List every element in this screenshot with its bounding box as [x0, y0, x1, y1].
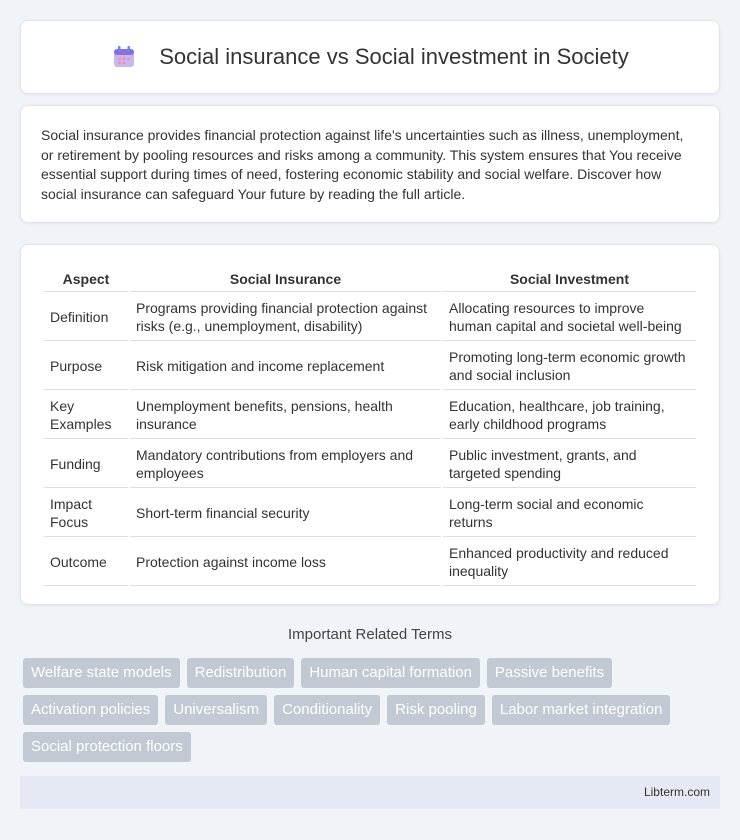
table-cell-insurance: Short-term financial security — [130, 490, 441, 537]
footer — [20, 776, 720, 809]
intro-card — [20, 105, 720, 223]
term-tag[interactable]: Risk pooling — [387, 695, 485, 725]
table-row — [44, 539, 696, 586]
term-tag[interactable]: Passive benefits — [487, 658, 612, 688]
term-tag[interactable]: Social protection floors — [23, 732, 191, 762]
table-row — [44, 343, 696, 390]
term-tag[interactable]: Conditionality — [274, 695, 380, 725]
footer-site-link[interactable]: Libterm.com — [643, 785, 710, 799]
term-tag[interactable]: Activation policies — [23, 695, 158, 725]
term-tag[interactable]: Redistribution — [187, 658, 295, 688]
table-cell-insurance: Mandatory contributions from employers and employees — [130, 441, 441, 488]
header-aspect: Aspect — [44, 267, 128, 292]
calendar-icon — [111, 44, 137, 70]
table-cell-investment: Education, healthcare, job training, early childhood programs — [443, 392, 696, 439]
table-row — [44, 294, 696, 341]
table-cell-aspect: Funding — [44, 441, 128, 488]
table-cell-investment: Enhanced productivity and reduced inequality — [443, 539, 696, 586]
table-cell-aspect: Purpose — [44, 343, 128, 390]
header-social-investment: Social Investment — [443, 267, 696, 292]
table-header-row — [44, 267, 696, 292]
table-cell-insurance: Programs providing financial protection against risks (e.g., unemployment, disability) — [130, 294, 441, 341]
term-tag[interactable]: Universalism — [165, 695, 267, 725]
page-title: Social insurance vs Social investment in Society — [159, 44, 629, 69]
table-cell-aspect: Key Examples — [44, 392, 128, 439]
table-row — [44, 392, 696, 439]
header-social-insurance: Social Insurance — [130, 267, 441, 292]
term-tag[interactable]: Welfare state models — [23, 658, 180, 688]
term-tag[interactable]: Human capital formation — [301, 658, 480, 688]
comparison-table-card — [20, 244, 720, 605]
table-row — [44, 441, 696, 488]
table-cell-aspect: Outcome — [44, 539, 128, 586]
table-cell-insurance: Unemployment benefits, pensions, health insurance — [130, 392, 441, 439]
table-row — [44, 490, 696, 537]
header-card — [20, 20, 720, 94]
table-cell-investment: Promoting long-term economic growth and social inclusion — [443, 343, 696, 390]
related-terms-title: Important Related Terms — [288, 626, 452, 643]
table-cell-insurance: Risk mitigation and income replacement — [130, 343, 441, 390]
table-cell-investment: Allocating resources to improve human capital and societal well-being — [443, 294, 696, 341]
table-cell-insurance: Protection against income loss — [130, 539, 441, 586]
table-cell-investment: Public investment, grants, and targeted spending — [443, 441, 696, 488]
intro-text: Social insurance provides financial protection against life's uncertainties such as illness, unemployment, or retirement by pooling resources and risks among a community. This system ensures that You receive essential support during times of need, fostering economic stability and social welfare. Discover how social insurance can safeguard Your future by reading the full article. — [41, 127, 684, 202]
table-cell-investment: Long-term social and economic returns — [443, 490, 696, 537]
table-cell-aspect: Definition — [44, 294, 128, 341]
term-tag[interactable]: Labor market integration — [492, 695, 671, 725]
related-terms-list — [23, 658, 717, 762]
comparison-table — [42, 265, 698, 588]
table-cell-aspect: Impact Focus — [44, 490, 128, 537]
